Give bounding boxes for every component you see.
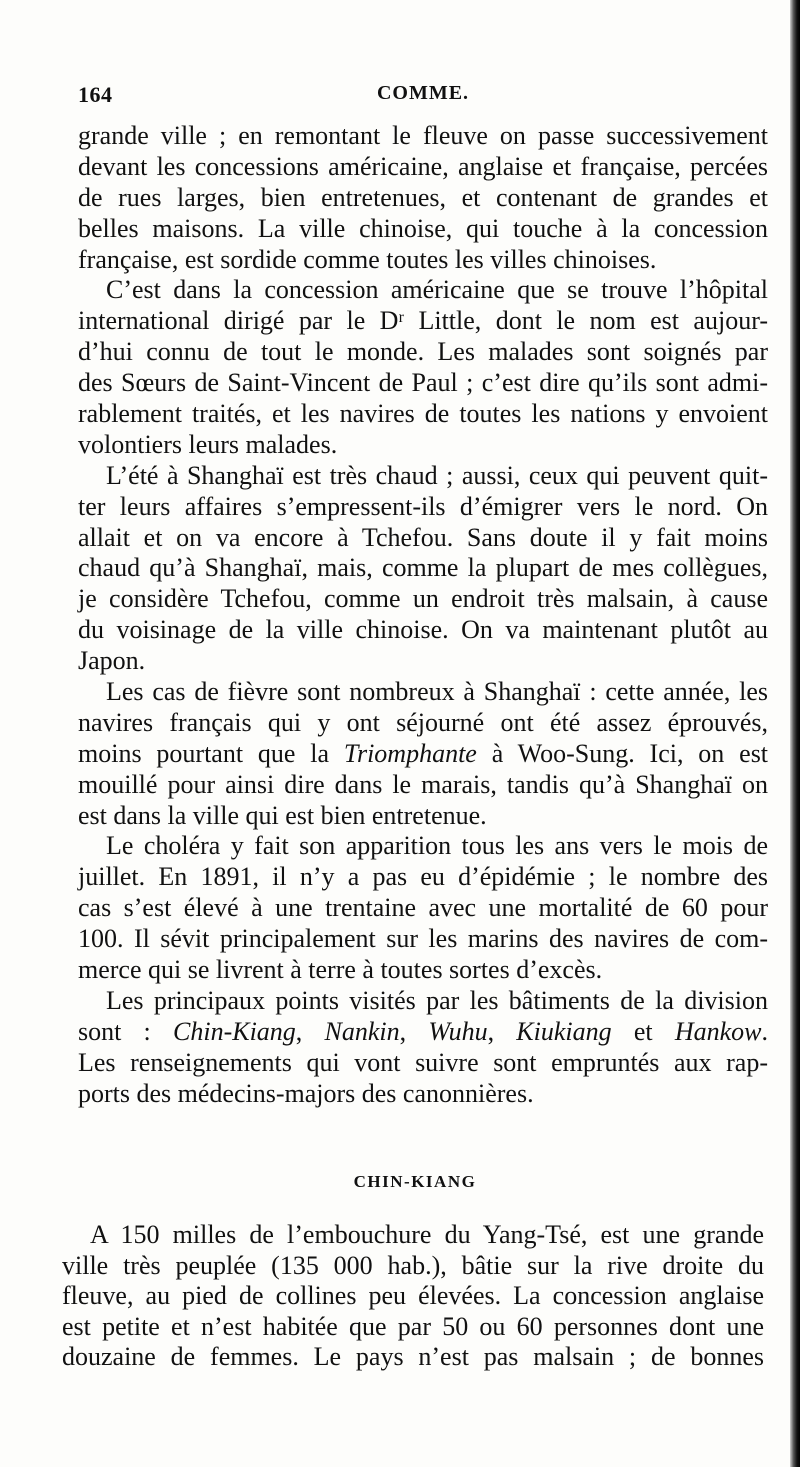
text-line: rablement traités, et les navires de toutes les nations y envoient (78, 399, 768, 429)
place-name-italic: Wuhu (428, 1016, 488, 1046)
text-line: 100. Il sévit principalement sur les marins des navires de com- (78, 924, 768, 954)
text-line: international dirigé par le Dʳ Little, dont le nom est aujour- (78, 306, 768, 336)
section-heading: CHIN-KIANG (353, 1172, 477, 1191)
text-segment: sont : (78, 1016, 151, 1046)
text-line-mixed (78, 739, 768, 770)
text-line: des Sœurs de Saint-Vincent de Paul ; c’est dire qu’ils sont admi- (78, 368, 768, 398)
text-line: ville très peuplée (135 000 hab.), bâtie sur la rive droite du (62, 1250, 764, 1280)
text-line: est petite et n’est habitée que par 50 ou 60 personnes dont une (62, 1311, 764, 1341)
text-line: ports des médecins-majors des canonnières. (78, 1078, 534, 1108)
text-line: juillet. En 1891, il n’y a pas eu d’épidémie ; le nombre des (78, 862, 768, 892)
text-line: de rues larges, bien entretenues, et contenant de grandes et (78, 182, 768, 212)
text-segment: moins pourtant que la (78, 738, 330, 768)
text-line: française, est sordide comme toutes les villes chinoises. (78, 244, 657, 274)
ship-name-italic: Triomphante (343, 738, 477, 768)
text-line: devant les concessions américaine, anglaise et française, percées (78, 151, 768, 181)
text-line: L’été à Shanghaï est très chaud ; aussi, ceux qui peuvent quit- (106, 460, 768, 490)
text-line: Les renseignements qui vont suivre sont empruntés aux rap- (78, 1047, 768, 1077)
text-line: Le choléra y fait son apparition tous les ans vers le mois de (106, 831, 768, 861)
text-line-mixed: sont : Chin-Kiang, Nankin, Wuhu, Kiukiang et Hankow. (78, 1016, 769, 1046)
text-line: C’est dans la concession américaine que se trouve l’hôpital (106, 275, 768, 305)
text-line: mouillé pour ainsi dire dans le marais, tandis qu’à Shanghaï on (78, 769, 768, 799)
text-line: Japon. (78, 646, 146, 676)
text-line: allait et on va encore à Tchefou. Sans doute il y fait moins (78, 522, 768, 552)
text-segment: et (633, 1016, 653, 1046)
text-line: belles maisons. La ville chinoise, qui touche à la concession (78, 213, 768, 243)
text-line: d’hui connu de tout le monde. Les malades sont soignés par (78, 337, 768, 367)
text-line: cas s’est élevé à une trentaine avec une mortalité de 60 pour (78, 893, 768, 923)
place-name-italic: Nankin (324, 1016, 400, 1046)
text-line: je considère Tchefou, comme un endroit très malsain, à cause (78, 584, 768, 614)
text-line: A 150 milles de l’embouchure du Yang-Tsé, est une grande (90, 1220, 764, 1249)
place-name-italic: Kiukiang (516, 1016, 612, 1046)
place-name-italic: Chin-Kiang (173, 1016, 296, 1046)
text-line: chaud qu’à Shanghaï, mais, comme la plupart de mes collègues, (78, 553, 768, 583)
text-line: Les cas de fièvre sont nombreux à Shanghaï : cette année, les (106, 677, 768, 707)
text-line: merce qui se livrent à terre à toutes sortes d’excès. (78, 955, 603, 985)
page-number: 164 (78, 82, 113, 107)
text-line: fleuve, au pied de collines peu élevées. La concession anglaise (62, 1281, 764, 1310)
text-line: grande ville ; en remontant le fleuve on passe successivement (78, 121, 768, 150)
text-line: douzaine de femmes. Le pays n’est pas malsain ; de bonnes (62, 1342, 764, 1371)
text-line: est dans la ville qui est bien entretenue. (78, 800, 487, 830)
body-text (78, 121, 768, 1110)
running-head: COMME. (376, 82, 470, 104)
binding-edge (790, 0, 800, 1467)
text-line: navires français qui y ont séjourné ont été assez éprouvés, (78, 707, 768, 737)
text-line: Les principaux points visités par les bâtiments de la division (106, 985, 768, 1015)
text-line: volontiers leurs malades. (78, 429, 338, 459)
section-text (62, 1220, 764, 1373)
place-name-italic: Hankow (674, 1016, 762, 1046)
text-segment: à Woo-Sung. Ici, on est (491, 738, 769, 768)
text-line: ter leurs affaires s’empressent-ils d’émigrer vers le nord. On (78, 491, 768, 521)
text-line: du voisinage de la ville chinoise. On va maintenant plutôt au (78, 615, 768, 645)
page-header (78, 82, 768, 112)
